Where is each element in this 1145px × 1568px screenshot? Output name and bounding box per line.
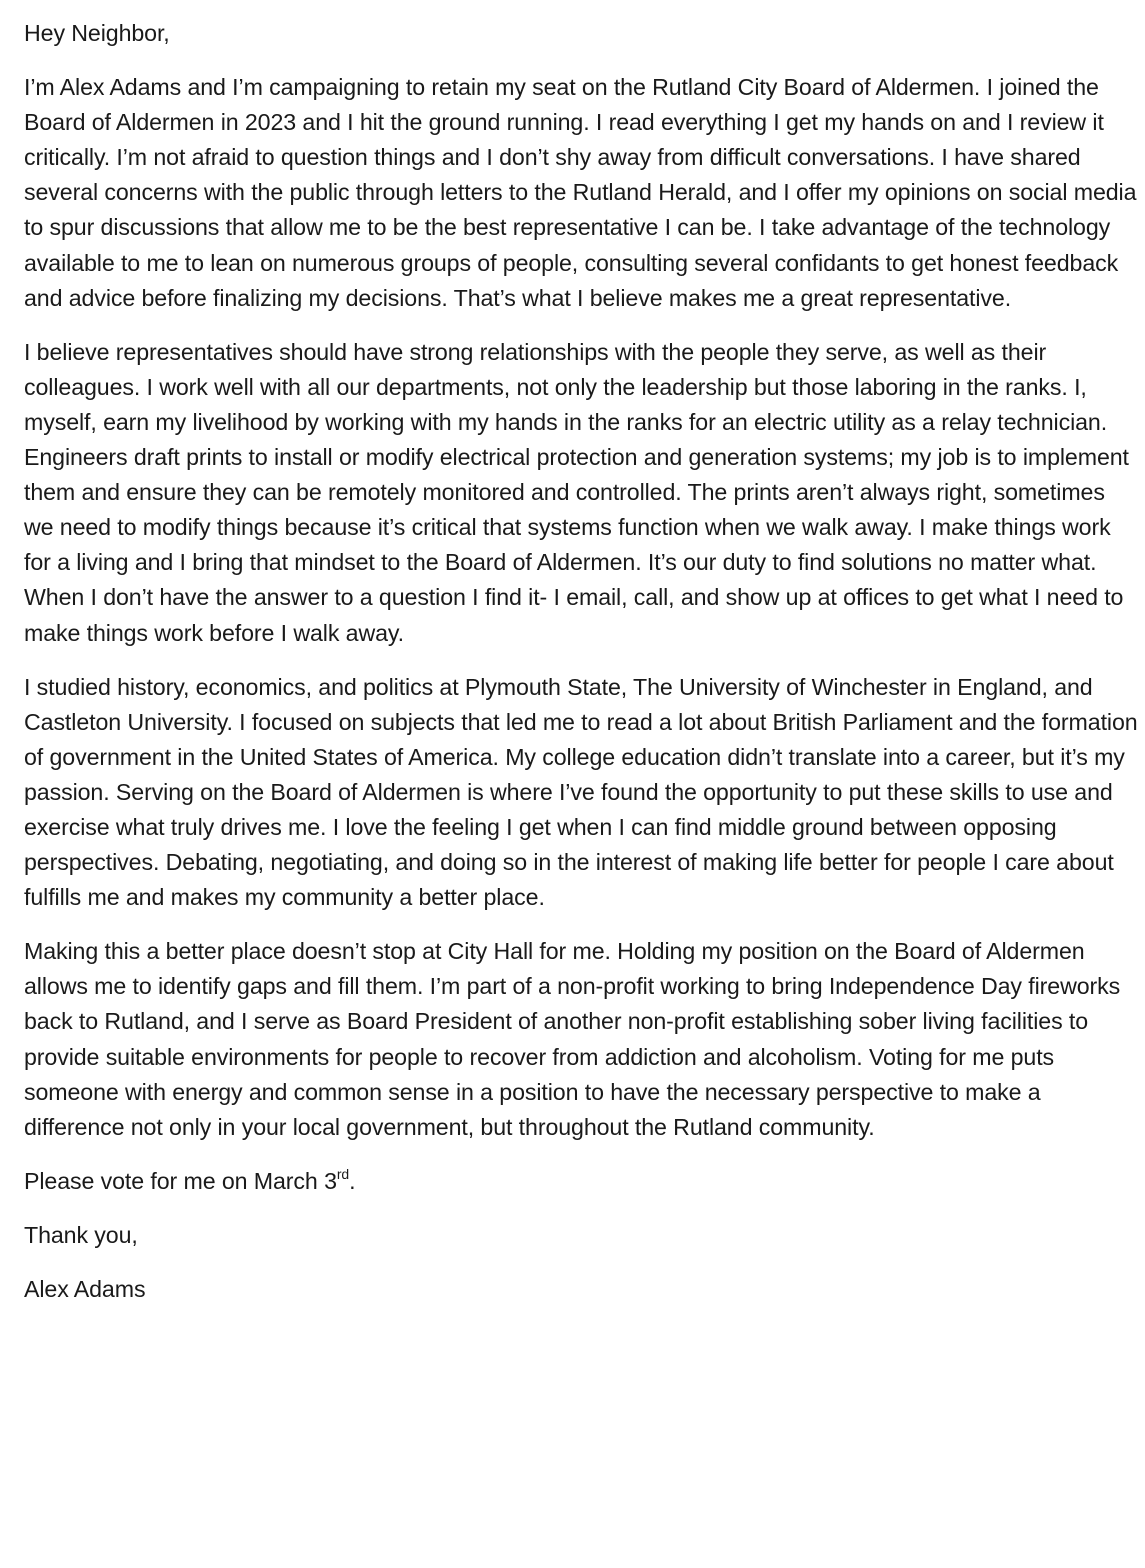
paragraph-education: I studied history, economics, and politics at Plymouth State, The University of Winchester in England, and Castleton University. I focused on subjects that led me to read a lot about British Parliament and the formation of government in the United States of America. My college education didn’t translate into a career, but it’s my passion. Serving on the Board of Aldermen is where I’ve found the opportunity to put these skills to use and exercise what truly drives me. I love the feeling I get when I can find middle ground between opposing perspectives. Debating, negotiating, and doing so in the interest of making life better for people I care about fulfills me and makes my community a better place.	[24, 673, 1138, 911]
vote-request-text: Please vote for me on March 3	[24, 1167, 337, 1194]
signature: Alex Adams	[24, 1276, 146, 1302]
campaign-letter	[24, 16, 1140, 1326]
vote-request	[24, 1164, 1140, 1199]
ordinal-suffix: rd	[336, 1165, 350, 1182]
vote-request-period: .	[349, 1167, 356, 1194]
paragraph-introduction: I’m Alex Adams and I’m campaigning to retain my seat on the Rutland City Board of Aldermen. I joined the Board of Aldermen in 2023 and I hit the ground running. I read everything I get my hands on and I review it critically. I’m not afraid to question things and I don’t shy away from difficult conversations. I have shared several concerns with the public through letters to the Rutland Herald, and I offer my opinions on social media to spur discussions that allow me to be the best representative I can be. I take advantage of the technology available to me to lean on numerous groups of people, consulting several confidants to get honest feedback and advice before finalizing my decisions. That’s what I believe makes me a great representative.	[24, 74, 1137, 311]
greeting: Hey Neighbor,	[24, 20, 170, 46]
paragraph-relationships: I believe representatives should have strong relationships with the people they serve, as well as their colleagues. I work well with all our departments, not only the leadership but those laboring in the ranks. I, myself, earn my livelihood by working with my hands in the ranks for an electric utility as a relay technician. Engineers draft prints to install or modify electrical protection and generation systems; my job is to implement them and ensure they can be remotely monitored and controlled. The prints aren’t always right, sometimes we need to modify things because it’s critical that systems function when we walk away. I make things work for a living and I bring that mindset to the Board of Aldermen. It’s our duty to find solutions no matter what. When I don’t have the answer to a question I find it- I email, call, and show up at offices to get what I need to make things work before I walk away.	[24, 338, 1129, 646]
paragraph-community: Making this a better place doesn’t stop at City Hall for me. Holding my position on the Board of Aldermen allows me to identify gaps and fill them. I’m part of a non-profit working to bring Independence Day fireworks back to Rutland, and I serve as Board President of another non-profit establishing sober living facilities to provide suitable environments for people to recover from addiction and alcoholism. Voting for me puts someone with energy and common sense in a position to have the necessary perspective to make a difference not only in your local government, but throughout the Rutland community.	[24, 938, 1121, 1140]
closing: Thank you,	[24, 1221, 138, 1248]
